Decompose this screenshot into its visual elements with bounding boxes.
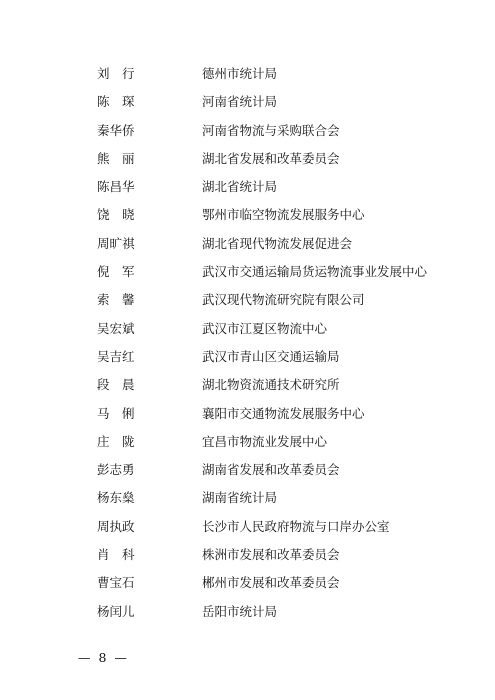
list-item: [0, 541, 495, 569]
person-name: 吴宏斌: [97, 320, 135, 336]
organization-name: 湖南省统计局: [202, 490, 278, 506]
organization-name: 湖北省发展和改革委员会: [202, 150, 340, 166]
organization-name: 郴州市发展和改革委员会: [202, 575, 340, 591]
list-item: [0, 400, 495, 428]
person-name: 杨东燊: [97, 490, 135, 506]
organization-name: 襄阳市交通物流发展服务中心: [202, 405, 365, 421]
list-item: [0, 286, 495, 314]
person-name: 杨闰儿: [97, 603, 135, 619]
organization-name: 武汉现代物流研究院有限公司: [202, 292, 365, 308]
person-name: 饶 晓: [97, 207, 135, 223]
person-name: 倪 军: [97, 264, 135, 280]
person-name: 段 晨: [97, 377, 135, 393]
list-item: [0, 315, 495, 343]
person-name: 索 馨: [97, 292, 135, 308]
organization-name: 湖南省发展和改革委员会: [202, 462, 340, 478]
organization-name: 湖北省现代物流发展促进会: [202, 235, 353, 251]
list-item: [0, 513, 495, 541]
person-name: 曹宝石: [97, 575, 135, 591]
organization-name: 武汉市江夏区物流中心: [202, 320, 328, 336]
personnel-list: [0, 60, 495, 626]
organization-name: 湖北省统计局: [202, 179, 278, 195]
organization-name: 株洲市发展和改革委员会: [202, 547, 340, 563]
person-name: 秦华侨: [97, 122, 135, 138]
organization-name: 湖北物资流通技术研究所: [202, 377, 340, 393]
list-item: [0, 484, 495, 512]
list-item: [0, 117, 495, 145]
list-item: [0, 258, 495, 286]
list-item: [0, 428, 495, 456]
list-item: [0, 88, 495, 116]
organization-name: 武汉市青山区交通运输局: [202, 348, 340, 364]
list-item: [0, 201, 495, 229]
organization-name: 长沙市人民政府物流与口岸办公室: [202, 518, 390, 534]
list-item: [0, 145, 495, 173]
person-name: 陈昌华: [97, 179, 135, 195]
person-name: 肖 科: [97, 547, 135, 563]
organization-name: 河南省物流与采购联合会: [202, 122, 340, 138]
person-name: 彭志勇: [97, 462, 135, 478]
organization-name: 武汉市交通运输局货运物流事业发展中心: [202, 264, 428, 280]
organization-name: 河南省统计局: [202, 94, 278, 110]
organization-name: 宜昌市物流业发展中心: [202, 433, 328, 449]
person-name: 马 俐: [97, 405, 135, 421]
organization-name: 岳阳市统计局: [202, 603, 278, 619]
list-item: [0, 173, 495, 201]
list-item: [0, 230, 495, 258]
person-name: 周执政: [97, 518, 135, 534]
person-name: 陈 琛: [97, 94, 135, 110]
list-item: [0, 456, 495, 484]
list-item: [0, 343, 495, 371]
person-name: 庄 陇: [97, 433, 135, 449]
person-name: 吴吉红: [97, 348, 135, 364]
page-number: — 8 —: [78, 650, 129, 665]
organization-name: 德州市统计局: [202, 66, 278, 81]
person-name: 周旷祺: [97, 235, 135, 251]
organization-name: 鄂州市临空物流发展服务中心: [202, 207, 365, 223]
list-item: [0, 569, 495, 597]
list-item: [0, 598, 495, 626]
list-item: [0, 371, 495, 399]
list-item: [0, 60, 495, 88]
person-name: 熊 丽: [97, 150, 135, 166]
person-name: 刘 行: [97, 66, 135, 81]
